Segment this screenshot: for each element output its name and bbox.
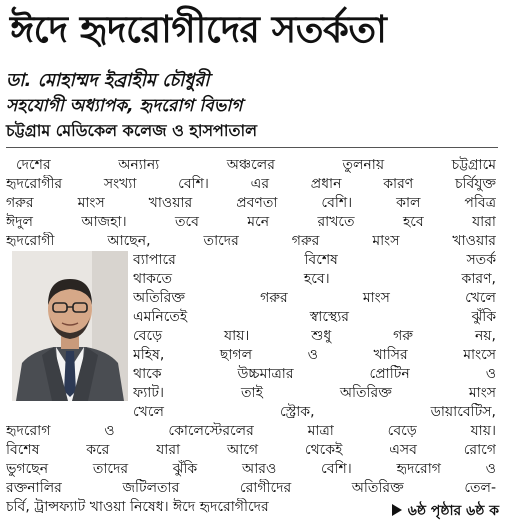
body-line: ভুগছেন তাদের ঝুঁকি আরও বেশি। হৃদরোগ ও: [6, 461, 496, 477]
divider: [6, 147, 498, 148]
author-institution: চট্টগ্রাম মেডিকেল কলেজ ও হাসপাতাল: [6, 121, 258, 140]
body-line: হৃদরোগী আছেন, তাদের গরুর মাংস খাওয়ার: [6, 233, 496, 249]
body-line: ব্যাপারে বিশেষ সতর্ক: [133, 252, 496, 268]
author-name: ডা. মোহাম্মদ ইব্রাহীম চৌধুরী: [6, 70, 210, 91]
body-line: রক্তনালির জটিলতার রোগীদের অতিরিক্ত তেল-: [6, 480, 496, 496]
body-line: ফ্যাট। তাই অতিরিক্ত মাংস: [133, 385, 496, 401]
right-triangle-arrow-icon: [392, 504, 402, 516]
body-line: বেড়ে যায়। শুধু গরু নয়,: [133, 328, 496, 344]
body-line: দেশের অন্যান্য অঞ্চলের তুলনায় চট্টগ্রামে: [16, 157, 496, 173]
body-line: থাকে উচ্চমাত্রার প্রোটিন ও: [133, 366, 496, 382]
continuation-text: ৬ষ্ঠ পৃষ্ঠার ৬ষ্ঠ ক: [407, 503, 499, 519]
body-line: খেলে স্ট্রোক, ডায়াবেটিস,: [133, 404, 496, 420]
body-line: এমনিতেই স্বাস্থ্যের ঝুঁকি: [133, 309, 496, 325]
body-line: ঈদুল আজহা। তবে মনে রাখতে হবে যারা: [6, 214, 496, 230]
body-line: হৃদরোগীর সংখ্যা বেশি। এর প্রধান কারণ চর্বিযুক্ত: [6, 176, 496, 192]
article-body-top: [6, 156, 496, 251]
body-line: হৃদরোগ ও কোলেস্টেরলের মাত্রা বেড়ে যায়।: [6, 423, 496, 439]
body-line: গরুর মাংস খাওয়ার প্রবণতা বেশি। কাল পবিত্র: [6, 195, 496, 211]
body-line: থাকতে হবে। কারণ,: [133, 271, 496, 287]
body-line: বিশেষ করে যারা আগে থেকেই এসব রোগে: [6, 442, 496, 458]
article-body-side: [133, 251, 496, 403]
continuation-note[interactable]: [392, 499, 499, 523]
body-line: মহিষ, ছাগল ও খাসির মাংসে: [133, 347, 496, 363]
headline: ঈদে হৃদরোগীদের সতর্কতা: [10, 8, 387, 51]
body-line: অতিরিক্ত গরুর মাংস খেলে: [133, 290, 496, 306]
portrait-illustration: [12, 251, 128, 401]
author-role: সহযোগী অধ্যাপক, হৃদরোগ বিভাগ: [6, 96, 243, 116]
body-line: চর্বি, ট্রান্সফ্যাট খাওয়া নিষেধ। ঈদে হৃদরোগীদের: [6, 499, 269, 515]
author-photo: [12, 251, 128, 401]
